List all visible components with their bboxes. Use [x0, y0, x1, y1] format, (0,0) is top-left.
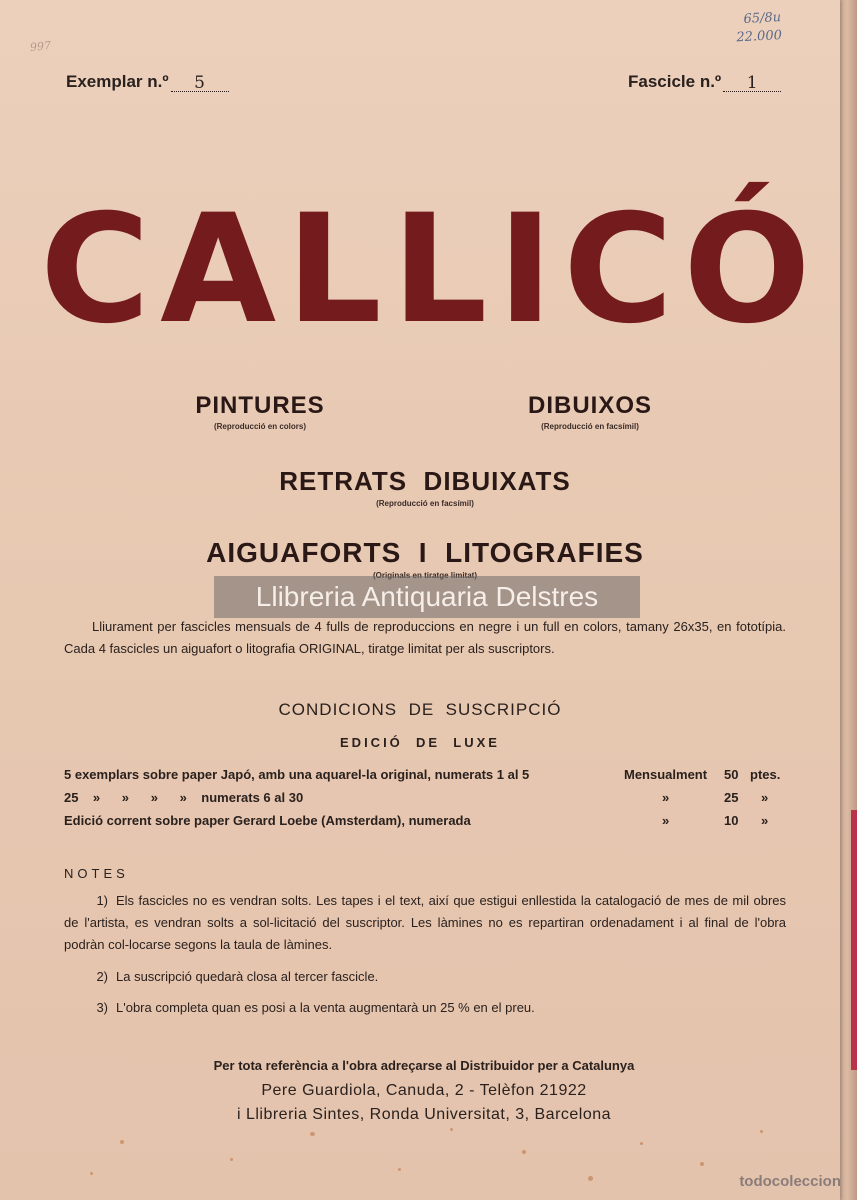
section-pintures-heading: PINTURES [195, 392, 325, 419]
section-aiguaforts-heading: AIGUAFORTS I LITOGRAFIES [206, 537, 644, 568]
section-retrats-heading: RETRATS DIBUIXATS [279, 466, 571, 496]
condition-row [64, 810, 788, 832]
condition-description: Edició corrent sobre paper Gerard Loebe (Amsterdam), numerada [64, 813, 471, 828]
condition-description: 25 » » » » numerats 6 al 30 [64, 790, 304, 805]
condition-unit: » [761, 813, 769, 828]
condition-row [64, 764, 788, 786]
condition-amount: 25 [724, 790, 739, 805]
condition-amount: 50 [724, 767, 739, 782]
intro-paragraph: Lliurament per fascicles mensuals de 4 fulls de reproduccions en negre i un full en colors, tamany 26x35, en fototípia. Cada 4 fascicles un aiguafort o litografia ORIGINAL, tiratge limitat per als suscriptors. [64, 619, 786, 656]
exemplar-value: 5 [171, 75, 229, 92]
condition-label: » [662, 813, 670, 828]
notes-title: NOTES [64, 866, 129, 881]
condition-description: 5 exemplars sobre paper Japó, amb una aquarel-la original, numerats 1 al 5 [64, 767, 530, 782]
section-dibuixos-sub: (Reproducció en facsímil) [541, 422, 639, 431]
distribution-line-1: Pere Guardiola, Canuda, 2 - Telèfon 21922 [261, 1082, 587, 1099]
condition-amount: 10 [724, 813, 739, 828]
exemplar-label: Exemplar n.º [66, 72, 169, 91]
handwritten-note-left: 997 [29, 38, 52, 55]
section-retrats [220, 466, 630, 508]
note-item [64, 966, 786, 988]
section-dibuixos [480, 392, 700, 431]
fascicle-value: 1 [723, 75, 781, 92]
section-dibuixos-heading: DIBUIXOS [527, 392, 652, 419]
distribution-line-2: i Llibreria Sintes, Ronda Universitat, 3, Barcelona [236, 1106, 612, 1123]
section-aiguaforts [180, 537, 670, 580]
handwritten-line-1: 65/8u [743, 10, 782, 27]
note-text: Els fascicles no es vendran solts. Les tapes i el text, així que estigui enllestida la catalogació de mes de mil obres de l'artista, es vendran solts a sol-licitació del suscriptor. Les làmines no es repartiran ordenadament i al final de l'obra podràn col-locarse segons la taula de làmines. [64, 893, 786, 952]
luxe-heading: EDICIÓ DE LUXE [340, 735, 500, 750]
handwritten-note [736, 9, 783, 47]
exemplar-field [66, 72, 229, 92]
section-pintures-sub: (Reproducció en colors) [213, 422, 306, 431]
distribution-heading: Per tota referència a l'obra adreçarse al Distribuidor per a Catalunya [213, 1058, 635, 1073]
section-retrats-sub: (Reproducció en facsímil) [376, 499, 474, 508]
note-text: La suscripció quedarà closa al tercer fascicle. [116, 969, 379, 984]
watermark: Llibreria Antiquaria Delstres [214, 576, 640, 618]
note-number: 2) [96, 969, 108, 984]
site-credit: todocoleccion [739, 1173, 841, 1190]
fascicle-field [628, 72, 781, 92]
conditions-heading: CONDICIONS DE SUSCRIPCIÓ [278, 700, 562, 719]
note-item [64, 997, 786, 1019]
page-edge-red-tab [851, 810, 857, 1070]
note-item [64, 890, 786, 956]
note-number: 1) [96, 893, 108, 908]
condition-label: Mensualment [624, 767, 708, 782]
note-number: 3) [96, 1000, 108, 1015]
main-title: CALLICÓ [40, 183, 821, 357]
condition-row [64, 787, 788, 809]
condition-label: » [662, 790, 670, 805]
condition-unit: ptes. [750, 767, 781, 782]
fascicle-label: Fascicle n.º [628, 72, 722, 91]
section-pintures [150, 392, 370, 431]
handwritten-line-2: 22.000 [736, 28, 783, 46]
condition-unit: » [761, 790, 769, 805]
note-text: L'obra completa quan es posi a la venta augmentarà un 25 % en el preu. [116, 1000, 535, 1015]
